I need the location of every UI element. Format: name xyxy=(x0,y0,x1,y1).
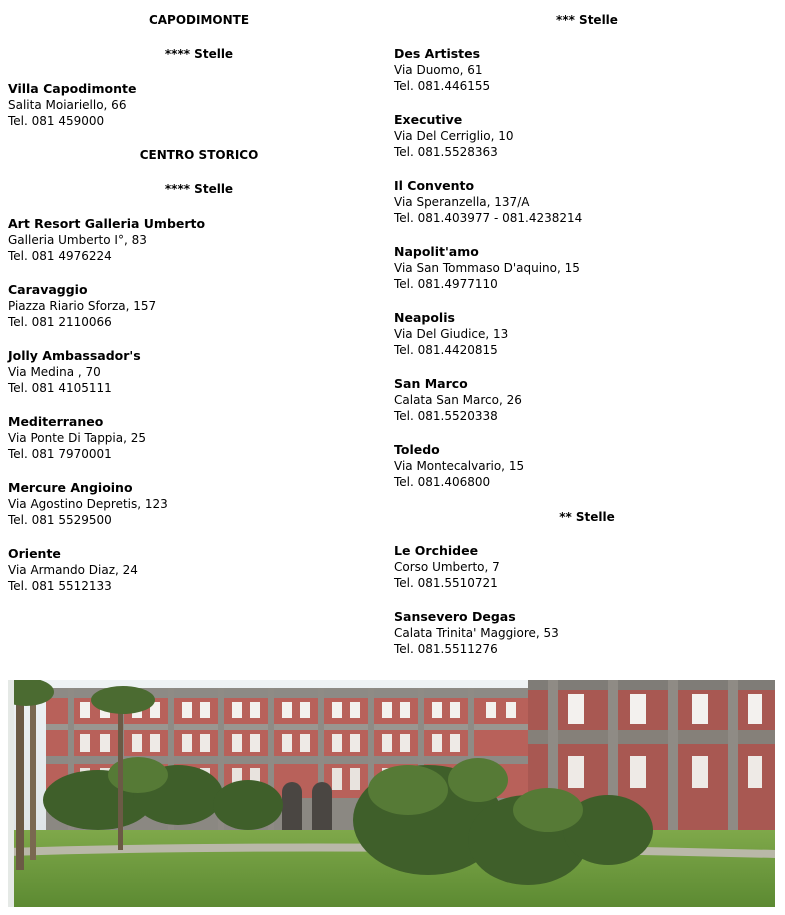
hotel-address: Via Speranzella, 137/A xyxy=(394,195,530,209)
hotel-entry xyxy=(8,480,168,528)
hotel-entry xyxy=(394,112,514,160)
hotel-address: Calata San Marco, 26 xyxy=(394,393,522,407)
hotel-phone: Tel. 081 5512133 xyxy=(8,579,112,593)
hotel-phone: Tel. 081.4977110 xyxy=(394,277,498,291)
hotel-entry xyxy=(394,244,580,292)
hotel-entry xyxy=(8,216,205,264)
hotel-address: Piazza Riario Sforza, 157 xyxy=(8,299,157,313)
hotel-name: Il Convento xyxy=(394,178,475,193)
hotel-entry xyxy=(394,46,490,94)
hotel-address: Galleria Umberto I°, 83 xyxy=(8,233,147,247)
hotel-entry xyxy=(8,348,141,396)
hotel-name: Caravaggio xyxy=(8,282,88,297)
hotel-address: Via Agostino Depretis, 123 xyxy=(8,497,168,511)
hotel-address: Via Duomo, 61 xyxy=(394,63,483,77)
hotel-address: Via Armando Diaz, 24 xyxy=(8,563,138,577)
hotel-name: Mediterraneo xyxy=(8,414,104,429)
stars-heading-two: ** Stelle xyxy=(559,510,615,524)
hotel-address: Via Del Cerriglio, 10 xyxy=(394,129,514,143)
hotel-name: Art Resort Galleria Umberto xyxy=(8,216,206,231)
hotel-address: Via San Tommaso D'aquino, 15 xyxy=(394,261,580,275)
hotel-name: Executive xyxy=(394,112,463,127)
stars-heading-capodimonte: **** Stelle xyxy=(164,47,234,61)
hotel-entry xyxy=(8,414,146,462)
hotel-address: Via Medina , 70 xyxy=(8,365,101,379)
hotel-address: Corso Umberto, 7 xyxy=(394,560,500,574)
hotel-address: Via Del Giudice, 13 xyxy=(394,327,509,341)
hotel-phone: Tel. 081.4420815 xyxy=(394,343,498,357)
hotel-entry xyxy=(394,178,582,226)
hotel-entry xyxy=(8,81,136,129)
hotel-name: Sansevero Degas xyxy=(394,609,516,624)
hotel-name: Mercure Angioino xyxy=(8,480,133,495)
section-heading-centro-storico: CENTRO STORICO xyxy=(139,148,259,162)
hotel-name: Oriente xyxy=(8,546,61,561)
hotel-phone: Tel. 081 5529500 xyxy=(8,513,112,527)
hotel-phone: Tel. 081 459000 xyxy=(8,114,105,128)
hotel-name: Le Orchidee xyxy=(394,543,479,558)
hotel-name: Des Artistes xyxy=(394,46,481,61)
capodimonte-palace-photo xyxy=(8,680,775,907)
hotel-phone: Tel. 081 2110066 xyxy=(8,315,112,329)
hotel-name: Toledo xyxy=(394,442,440,457)
hotel-phone: Tel. 081.5510721 xyxy=(394,576,498,590)
hotel-entry xyxy=(394,543,500,591)
hotel-phone: Tel. 081.406800 xyxy=(394,475,491,489)
hotel-name: Villa Capodimonte xyxy=(8,81,137,96)
hotel-entry xyxy=(8,546,138,594)
hotel-name: Neapolis xyxy=(394,310,455,325)
hotel-phone: Tel. 081 4976224 xyxy=(8,249,112,263)
hotel-phone: Tel. 081.5528363 xyxy=(394,145,498,159)
hotel-entry xyxy=(394,609,559,657)
palace-illustration xyxy=(8,680,775,907)
hotel-address: Via Montecalvario, 15 xyxy=(394,459,525,473)
hotel-phone: Tel. 081.5520338 xyxy=(394,409,498,423)
hotel-name: Napolit'amo xyxy=(394,244,479,259)
hotel-entry xyxy=(394,376,522,424)
hotel-phone: Tel. 081.5511276 xyxy=(394,642,498,656)
hotel-phone: Tel. 081.403977 - 081.4238214 xyxy=(394,211,583,225)
stars-heading-centro-storico: **** Stelle xyxy=(164,182,234,196)
hotel-phone: Tel. 081 4105111 xyxy=(8,381,112,395)
hotel-phone: Tel. 081.446155 xyxy=(394,79,491,93)
hotel-address: Calata Trinita' Maggiore, 53 xyxy=(394,626,559,640)
hotel-entry xyxy=(394,442,524,490)
hotel-entry xyxy=(8,282,156,330)
hotel-address: Salita Moiariello, 66 xyxy=(8,98,127,112)
hotel-name: Jolly Ambassador's xyxy=(8,348,141,363)
hotel-address: Via Ponte Di Tappia, 25 xyxy=(8,431,147,445)
hotel-entry xyxy=(394,310,508,358)
stars-heading-three: *** Stelle xyxy=(556,13,618,27)
section-heading-capodimonte: CAPODIMONTE xyxy=(148,13,250,27)
hotel-name: San Marco xyxy=(394,376,468,391)
hotel-phone: Tel. 081 7970001 xyxy=(8,447,112,461)
